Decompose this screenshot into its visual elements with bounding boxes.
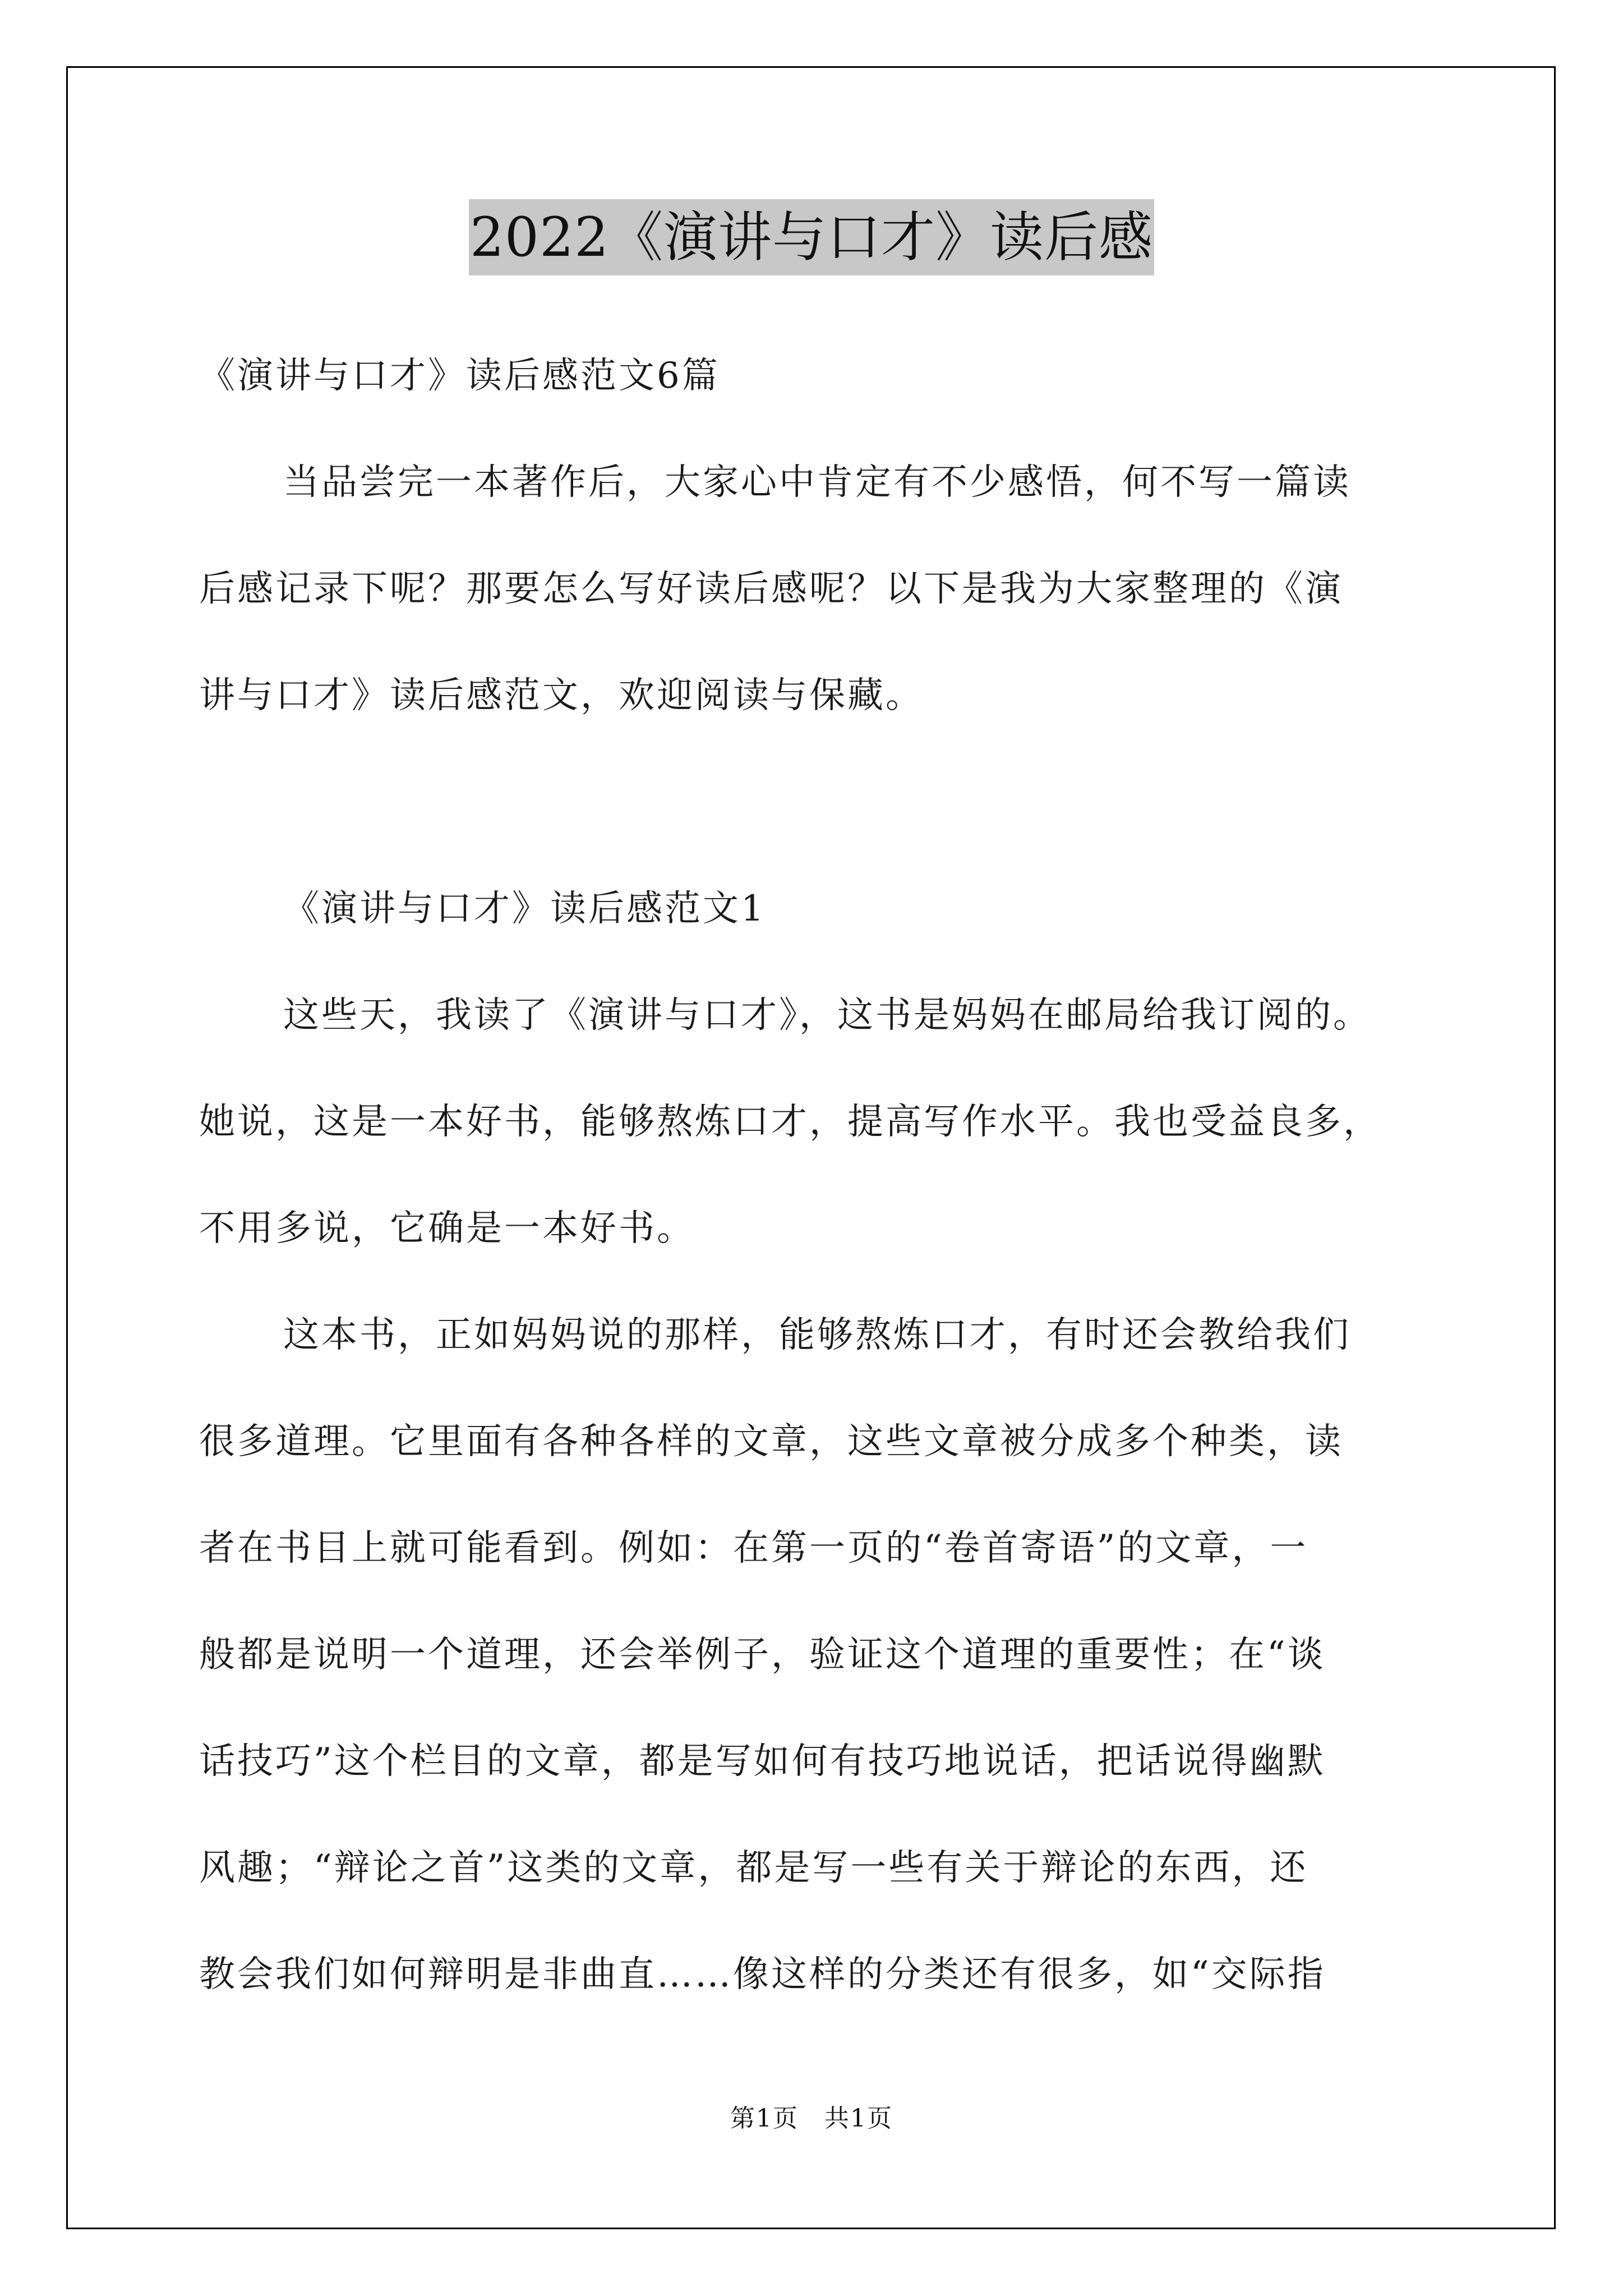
document-title: 2022《演讲与口才》读后感 <box>469 199 1154 275</box>
paragraph-line: 她说，这是一本好书，能够熬炼口才，提高写作水平。我也受益良多， <box>199 1101 1381 1143</box>
paragraph-line: 这些天，我读了《演讲与口才》，这书是妈妈在邮局给我订阅的。 <box>283 995 1371 1036</box>
intro-line: 当品尝完一本著作后，大家心中肯定有不少感悟，何不写一篇读 <box>283 462 1351 503</box>
title-container <box>0 199 1623 275</box>
intro-line: 讲与口才》读后感范文，欢迎阅读与保藏。 <box>199 675 924 716</box>
paragraph-line: 话技巧”这个栏目的文章，都是写如何有技巧地说话，把话说得幽默 <box>199 1741 1326 1782</box>
paragraph-line: 风趣；“辩论之首”这类的文章，都是写一些有关于辩论的东西，还 <box>199 1847 1308 1889</box>
paragraph-line: 这本书，正如妈妈说的那样，能够熬炼口才，有时还会教给我们 <box>283 1314 1351 1356</box>
document-subtitle: 《演讲与口才》读后感范文6篇 <box>199 355 720 397</box>
blank-line <box>199 749 1427 855</box>
section-heading: 《演讲与口才》读后感范文1 <box>283 888 766 930</box>
paragraph-line: 不用多说，它确是一本好书。 <box>199 1208 695 1249</box>
intro-line: 后感记录下呢？那要怎么写好读后感呢？以下是我为大家整理的《演 <box>199 568 1343 610</box>
paragraph-line: 很多道理。它里面有各种各样的文章，这些文章被分成多个种类，读 <box>199 1421 1343 1462</box>
page-footer: 第1页 共1页 <box>730 2104 893 2133</box>
paragraph-line: 教会我们如何辩明是非曲直……像这样的分类还有很多，如“交际指 <box>199 1954 1326 1995</box>
document-body <box>199 323 1427 2028</box>
paragraph-line: 般都是说明一个道理，还会举例子，验证这个道理的重要性；在“谈 <box>199 1634 1326 1676</box>
paragraph-line: 者在书目上就可能看到。例如：在第一页的“卷首寄语”的文章，一 <box>199 1527 1308 1569</box>
